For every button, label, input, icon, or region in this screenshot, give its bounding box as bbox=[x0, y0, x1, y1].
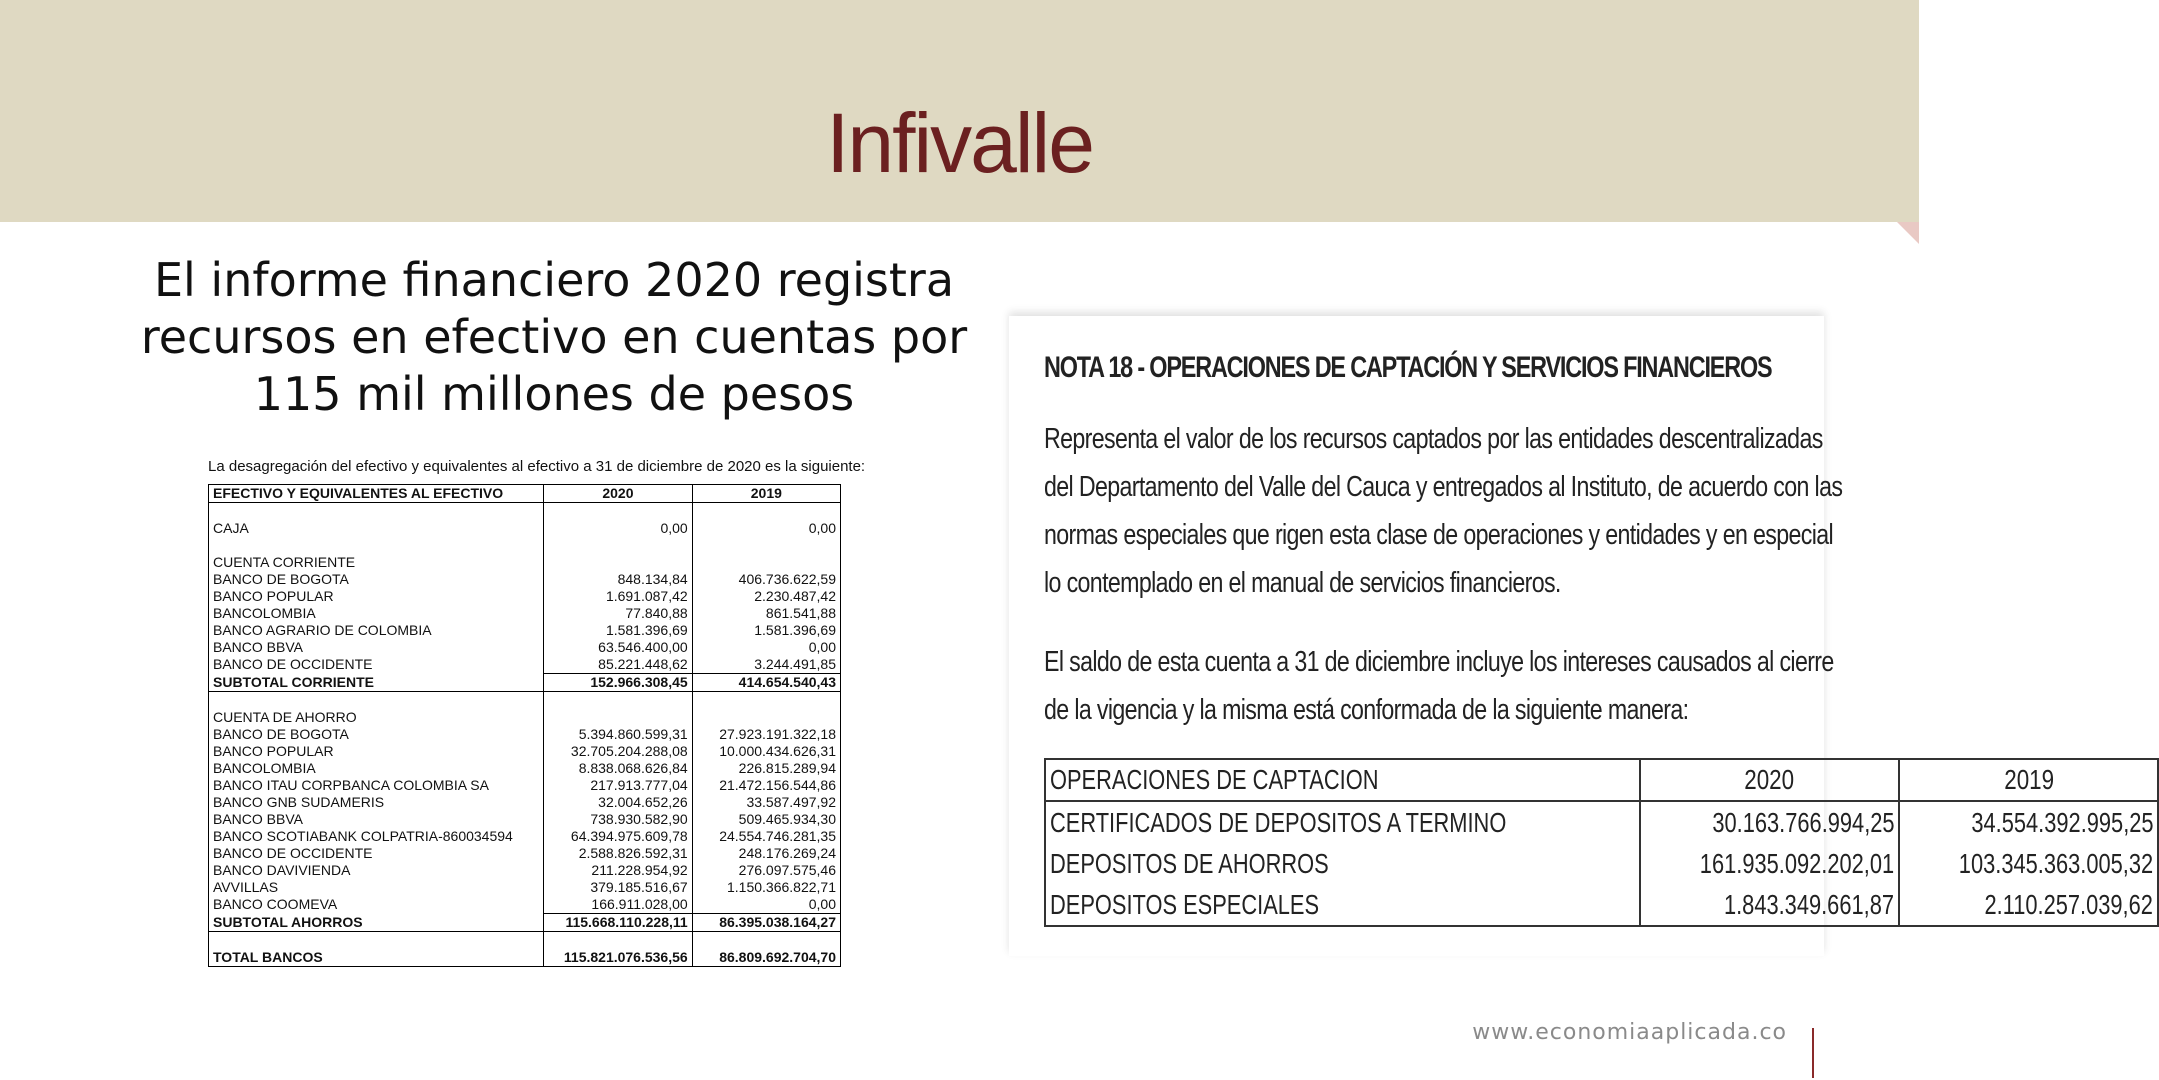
table-row: DEPOSITOS ESPECIALES 1.843.349.661,87 2.110.257.039,62 bbox=[1045, 884, 2158, 926]
table-row: CAJA 0,00 0,00 bbox=[209, 520, 841, 537]
table-row: BANCO BBVA 738.930.582,90 509.465.934,30 bbox=[209, 811, 841, 828]
table-row: BANCO COOMEVA 166.911.028,00 0,00 bbox=[209, 896, 841, 914]
subtotal-row-ahorro: SUBTOTAL AHORROS 115.668.110.228,11 86.395.038.164,27 bbox=[209, 914, 841, 932]
table-row: BANCO SCOTIABANK COLPATRIA-860034594 64.394.975.609,78 24.554.746.281,35 bbox=[209, 828, 841, 845]
table-row: CERTIFICADOS DE DEPOSITOS A TERMINO 30.163.766.994,25 34.554.392.995,25 bbox=[1045, 801, 2158, 843]
col-header-concept: EFECTIVO Y EQUIVALENTES AL EFECTIVO bbox=[209, 485, 544, 503]
footer-accent-bar bbox=[1812, 1028, 1814, 1078]
table-row: BANCO GNB SUDAMERIS 32.004.652,26 33.587.497,92 bbox=[209, 794, 841, 811]
section-heading-ahorro: CUENTA DE AHORRO bbox=[209, 709, 841, 726]
corner-decoration bbox=[1897, 222, 1919, 244]
table-row: BANCO DE BOGOTA 848.134,84 406.736.622,59 bbox=[209, 571, 841, 588]
note-title: NOTA 18 - OPERACIONES DE CAPTACIÓN Y SERVICIOS FINANCIEROS bbox=[1044, 351, 1772, 384]
operations-table-header: OPERACIONES DE CAPTACION 2020 2019 bbox=[1045, 759, 2158, 801]
total-row: TOTAL BANCOS 115.821.076.536,56 86.809.692.704,70 bbox=[209, 949, 841, 967]
table-row: AVVILLAS 379.185.516,67 1.150.366.822,71 bbox=[209, 879, 841, 896]
table-row: BANCO AGRARIO DE COLOMBIA 1.581.396,69 1.581.396,69 bbox=[209, 622, 841, 639]
col-header-2019: 2019 bbox=[692, 485, 840, 503]
note-paragraph-2: El saldo de esta cuenta a 31 de diciembre incluye los intereses causados al cierre de la vigencia y la misma está conformada de la siguiente manera: bbox=[1044, 646, 1834, 726]
table-row: BANCO BBVA 63.546.400,00 0,00 bbox=[209, 639, 841, 656]
table-row: BANCO DE OCCIDENTE 2.588.826.592,31 248.176.269,24 bbox=[209, 845, 841, 862]
operations-table bbox=[1044, 758, 2159, 927]
table-row: BANCO DAVIVIENDA 211.228.954,92 276.097.575,46 bbox=[209, 862, 841, 879]
table-row: BANCO DE BOGOTA 5.394.860.599,31 27.923.191.322,18 bbox=[209, 726, 841, 743]
cash-table-header bbox=[209, 485, 841, 503]
table-row: BANCOLOMBIA 8.838.068.626,84 226.815.289,94 bbox=[209, 760, 841, 777]
table-row: BANCOLOMBIA 77.840,88 861.541,88 bbox=[209, 605, 841, 622]
cash-breakdown-document bbox=[208, 458, 888, 967]
table-row: DEPOSITOS DE AHORROS 161.935.092.202,01 103.345.363.005,32 bbox=[1045, 843, 2158, 884]
table-row: BANCO ITAU CORPBANCA COLOMBIA SA 217.913.777,04 21.472.156.544,86 bbox=[209, 777, 841, 794]
section-heading-corriente: CUENTA CORRIENTE bbox=[209, 554, 841, 571]
table-row: BANCO DE OCCIDENTE 85.221.448,62 3.244.491,85 bbox=[209, 656, 841, 674]
table-row: BANCO POPULAR 1.691.087,42 2.230.487,42 bbox=[209, 588, 841, 605]
cash-intro-text: La desagregación del efectivo y equivalentes al efectivo a 31 de diciembre de 2020 es la siguiente: bbox=[208, 458, 866, 475]
footer-website: www.economiaaplicada.co bbox=[1472, 1020, 1787, 1045]
brand-logo-text: Infivalle bbox=[826, 96, 1093, 190]
note-paragraph-1: Representa el valor de los recursos captados por las entidades descentralizadas del Departamento del Valle del Cauca y entregados al Instituto, de acuerdo con las normas especiales que rigen esta clase de operaciones y entidades y en especial lo contemplado en el manual de servicios financieros. bbox=[1044, 423, 1843, 599]
table-row: BANCO POPULAR 32.705.204.288,08 10.000.434.626,31 bbox=[209, 743, 841, 760]
slide-headline: El informe financiero 2020 registra recursos en efectivo en cuentas por 115 mil millones de pesos bbox=[140, 253, 968, 421]
col-header-2020: 2020 bbox=[544, 485, 693, 503]
note-18-document bbox=[1009, 316, 2154, 956]
header-band bbox=[0, 0, 1919, 222]
cash-table bbox=[208, 484, 841, 967]
subtotal-row-corriente: SUBTOTAL CORRIENTE 152.966.308,45 414.654.540,43 bbox=[209, 674, 841, 692]
